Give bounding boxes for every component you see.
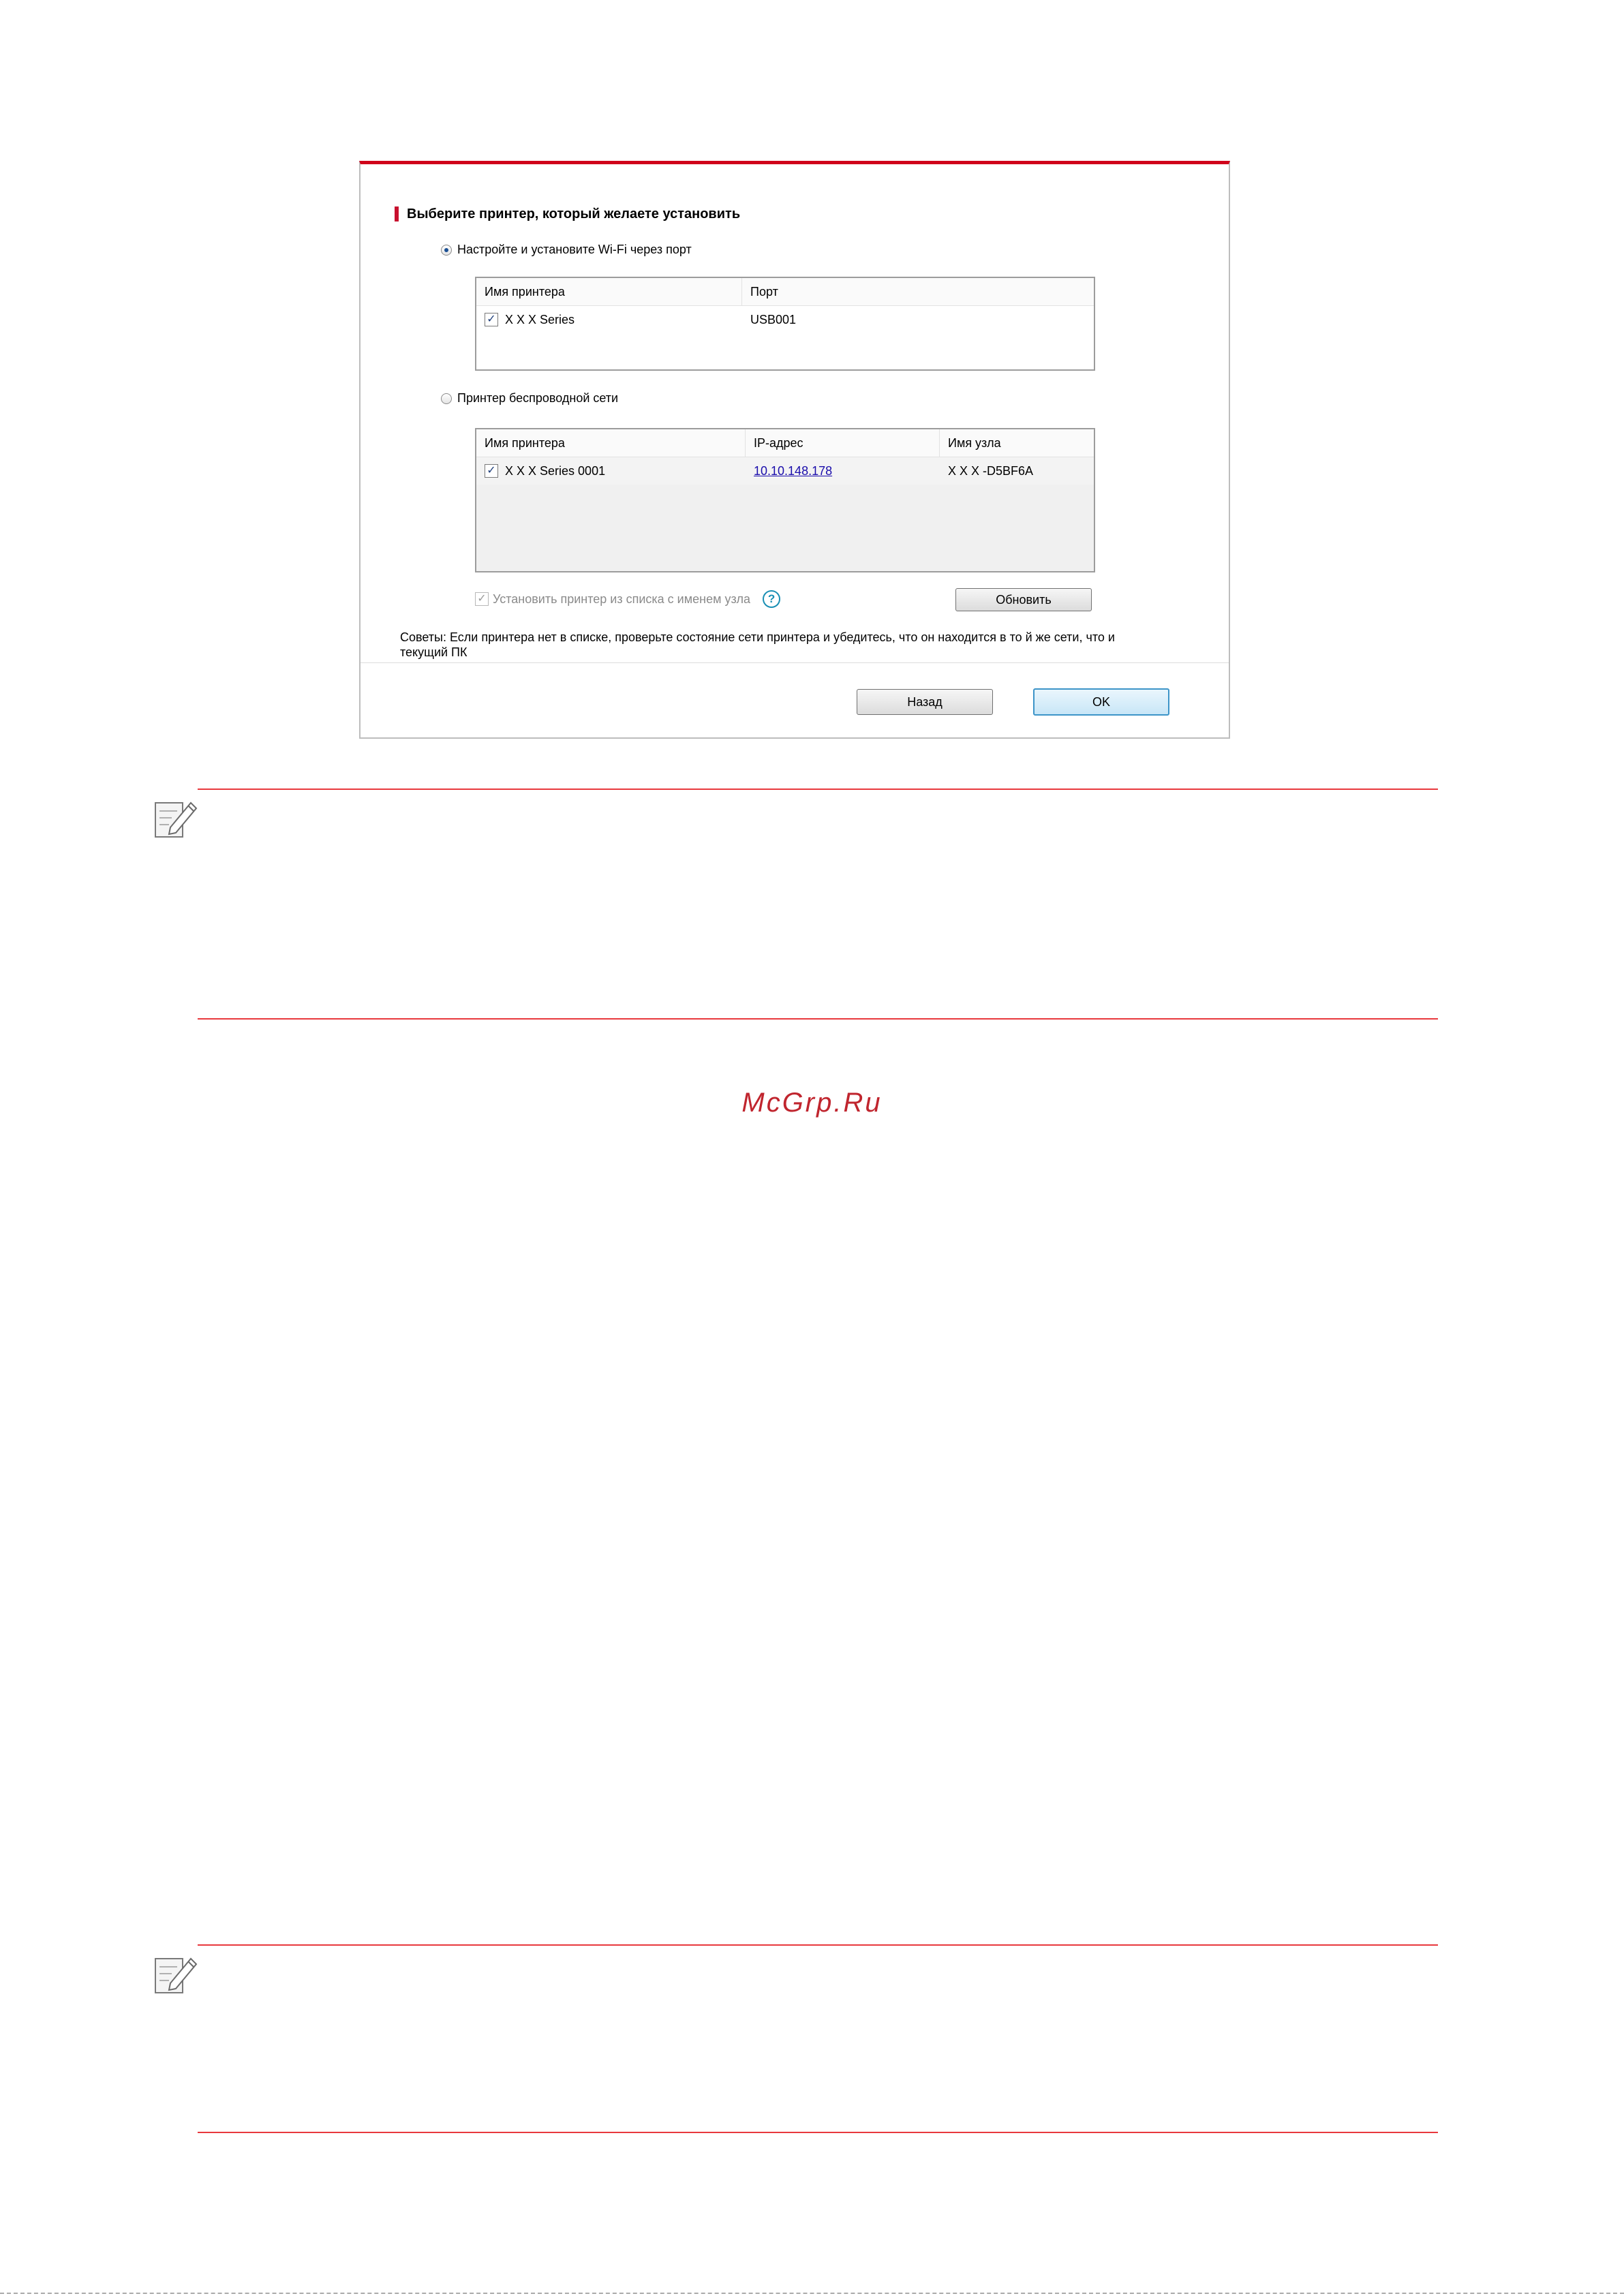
printer-port: USB001 xyxy=(750,312,797,326)
option-wireless-radio-row[interactable] xyxy=(441,391,618,405)
install-by-hostname-row[interactable] xyxy=(475,590,780,608)
col-host-name[interactable]: Имя узла xyxy=(948,435,1001,450)
port-table-header xyxy=(476,278,1094,306)
printer-name: X X X Series 0001 xyxy=(505,463,606,478)
install-by-hostname-label: Установить принтер из списка с именем узла xyxy=(493,592,751,606)
note-top-rule xyxy=(198,789,1438,790)
ip-address-link[interactable]: 10.10.148.178 xyxy=(754,463,833,478)
dialog-title: Выберите принтер, который желаете установить xyxy=(395,206,740,221)
dialog-divider xyxy=(361,662,1229,663)
back-button[interactable]: Назад xyxy=(857,689,993,715)
radio-selected-icon[interactable] xyxy=(441,245,452,256)
radio-unselected-icon[interactable] xyxy=(441,393,452,404)
help-question-icon[interactable]: ? xyxy=(763,590,780,608)
col-printer-name[interactable]: Имя принтера xyxy=(476,429,746,457)
note-pencil-icon xyxy=(151,1952,200,1998)
table-row[interactable] xyxy=(476,306,1094,333)
wireless-table-header xyxy=(476,429,1094,457)
note-bottom-rule xyxy=(198,1018,1438,1020)
printer-name: X X X Series xyxy=(505,312,575,326)
watermark: McGrp.Ru xyxy=(741,1088,883,1118)
note-bottom-rule xyxy=(198,2132,1438,2133)
checkbox-check-icon[interactable]: ✓ xyxy=(485,464,498,478)
option-wireless-label: Принтер беспроводной сети xyxy=(457,391,619,405)
tips-text: Советы: Если принтера нет в списке, проверьте состояние сети принтера и убедитесь, что он находится в то й же сети, что и текущий ПК xyxy=(400,630,1115,659)
col-ip-address[interactable]: IP-адрес xyxy=(746,429,940,457)
printer-select-dialog xyxy=(359,161,1230,739)
option-port-label: Настройте и установите Wi-Fi через порт xyxy=(457,243,692,256)
col-port[interactable]: Порт xyxy=(750,284,778,299)
col-printer-name[interactable]: Имя принтера xyxy=(476,278,742,305)
checkbox-check-icon[interactable]: ✓ xyxy=(475,592,489,606)
refresh-button[interactable]: Обновить xyxy=(955,588,1092,611)
table-row[interactable] xyxy=(476,457,1094,485)
wireless-printer-table xyxy=(475,428,1095,572)
host-name: X X X -D5BF6A xyxy=(948,463,1034,478)
option-port-radio-row[interactable] xyxy=(441,243,692,257)
checkbox-check-icon[interactable]: ✓ xyxy=(485,313,498,326)
port-printer-table xyxy=(475,277,1095,371)
note-top-rule xyxy=(198,1944,1438,1946)
page-footer-divider xyxy=(0,2293,1624,2294)
note-pencil-icon xyxy=(151,796,200,842)
ok-button[interactable]: OK xyxy=(1033,688,1169,716)
